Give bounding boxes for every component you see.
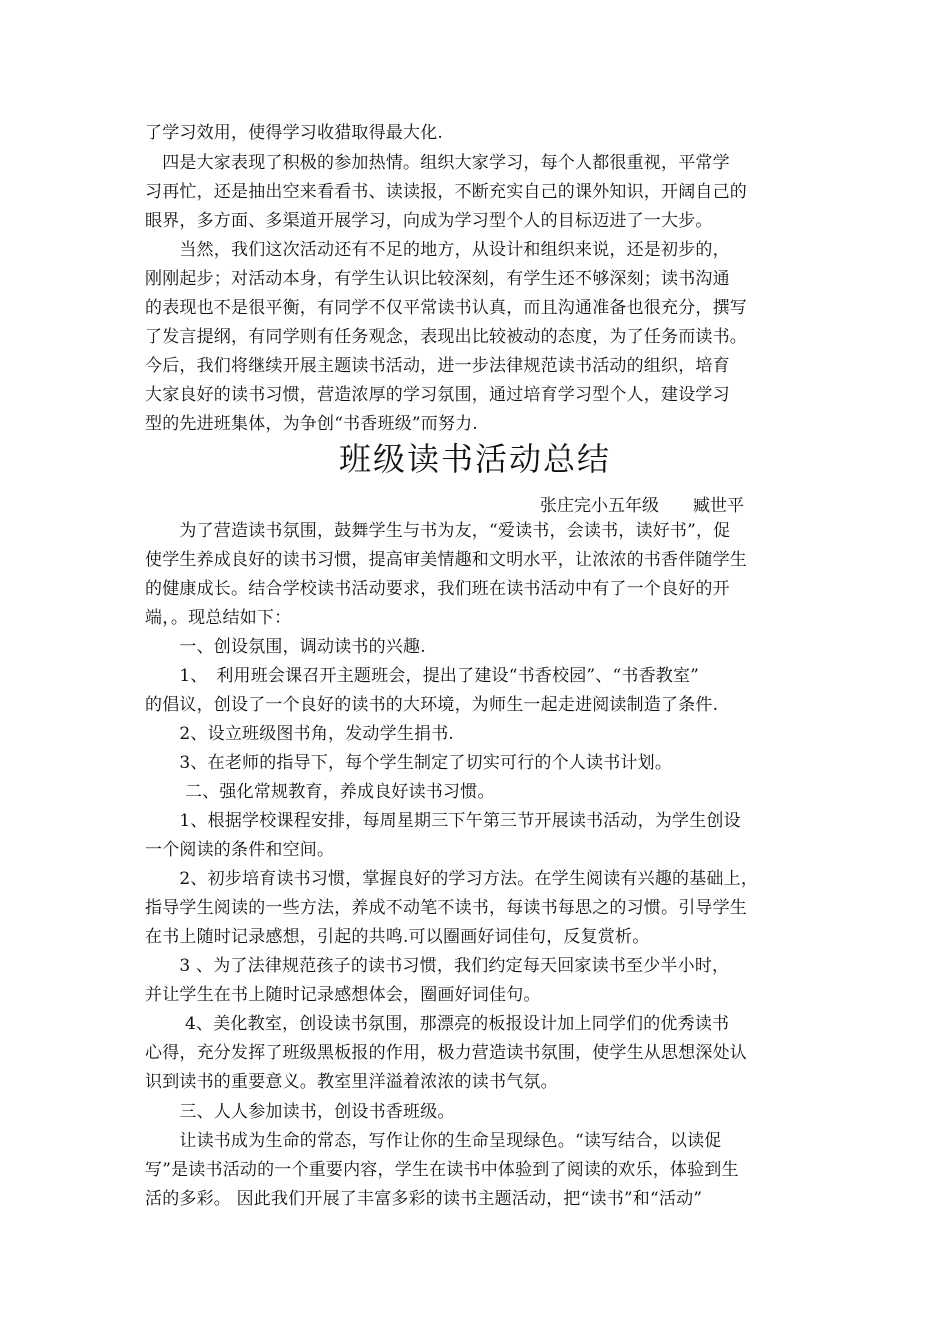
paragraph-line: 1、根据学校课程安排，每周星期三下午第三节开展读书活动，为学生创设 [145,811,741,831]
paragraph-line: 并让学生在书上随时记录感想体会，圈画好词佳句。 [145,985,541,1005]
paragraph-line: 1、 利用班会课召开主题班会，提出了建设“书香校园”、“书香教室” [145,666,700,686]
paragraph-line: 识到读书的重要意义。教室里洋溢着浓浓的读书气氛。 [145,1072,558,1092]
paragraph-line: 一个阅读的条件和空间。 [145,840,335,860]
paragraph-line: 了发言提纲，有同学则有任务观念，表现出比较被动的态度，为了任务而读书。 [145,327,747,347]
paragraph-line: 在书上随时记录感想，引起的共鸣.可以圈画好词佳句，反复赏析。 [145,927,650,947]
author-line [540,495,744,517]
paragraph-line: 指导学生阅读的一些方法，养成不动笔不读书，每读书每思之的习惯。引导学生 [145,898,747,918]
paragraph-line: 四是大家表现了积极的参加热情。组织大家学习，每个人都很重视，平常学 [145,153,730,173]
paragraph-line: 今后，我们将继续开展主题读书活动，进一步法律规范读书活动的组织，培育 [145,356,730,376]
paragraph-line: 使学生养成良好的读书习惯，提高审美情趣和文明水平，让浓浓的书香伴随学生 [145,550,747,570]
paragraph-line: 的表现也不是很平衡，有同学不仅平常读书认真，而且沟通准备也很充分，撰写 [145,298,747,318]
paragraph-line: 眼界，多方面、多渠道开展学习，向成为学习型个人的目标迈进了一大步。 [145,211,713,231]
paragraph-line: 3 、为了法律规范孩子的读书习惯，我们约定每天回家读书至少半小时， [145,956,730,976]
paragraph-line: 大家良好的读书习惯，营造浓厚的学习氛围，通过培育学习型个人，建设学习 [145,385,730,405]
paragraph-line: 让读书成为生命的常态，写作让你的生命呈现绿色。“读写结合，以读促 [145,1131,722,1151]
paragraph-line: 一、创设氛围，调动读书的兴趣. [145,637,426,657]
paragraph-line: 2、设立班级图书角，发动学生捐书. [145,724,455,744]
author-school: 张庄完小五年级 [540,496,659,516]
paragraph-line: 习再忙，还是抽出空来看看书、读读报，不断充实自己的课外知识，开阔自己的 [145,182,747,202]
paragraph-line: 端，。现总结如下： [145,608,292,628]
paragraph-line: 4、美化教室，创设读书氛围，那漂亮的板报设计加上同学们的优秀读书 [145,1014,730,1034]
paragraph-line: 了学习效用，使得学习收猎取得最大化. [145,123,444,143]
paragraph-line: 刚刚起步；对活动本身，有学生认识比较深刻，有学生还不够深刻；读书沟通 [145,269,730,289]
paragraph-line: 的健康成长。结合学校读书活动要求，我们班在读书活动中有了一个良好的开 [145,579,730,599]
paragraph-line: 2、初步培育读书习惯，掌握良好的学习方法。在学生阅读有兴趣的基础上， [145,869,759,889]
paragraph-line: 写”是读书活动的一个重要内容，学生在读书中体验到了阅读的欢乐，体验到生 [145,1160,739,1180]
paragraph-line: 型的先进班集体，为争创“书香班级”而努力. [145,414,478,434]
paragraph-line: 当然，我们这次活动还有不足的地方，从设计和组织来说，还是初步的， [145,240,730,260]
paragraph-line: 为了营造读书氛围，鼓舞学生与书为友，“爱读书，会读书，读好书”，促 [145,521,731,541]
paragraph-line: 二、强化常规教育，养成良好读书习惯。 [145,782,495,802]
author-name: 臧世平 [693,496,744,516]
paragraph-line: 三、人人参加读书，创设书香班级。 [145,1102,455,1122]
paragraph-line: 的倡议，创设了一个良好的读书的大环境，为师生一起走进阅读制造了条件. [145,695,719,715]
paragraph-line: 3、在老师的指导下，每个学生制定了切实可行的个人读书计划。 [145,753,673,773]
document-title: 班级读书活动总结 [338,440,611,478]
paragraph-line: 心得，充分发挥了班级黑板报的作用，极力营造读书氛围，使学生从思想深处认 [145,1043,747,1063]
paragraph-line: 活的多彩。 因此我们开展了丰富多彩的读书主题活动，把“读书”和“活动” [145,1189,703,1209]
